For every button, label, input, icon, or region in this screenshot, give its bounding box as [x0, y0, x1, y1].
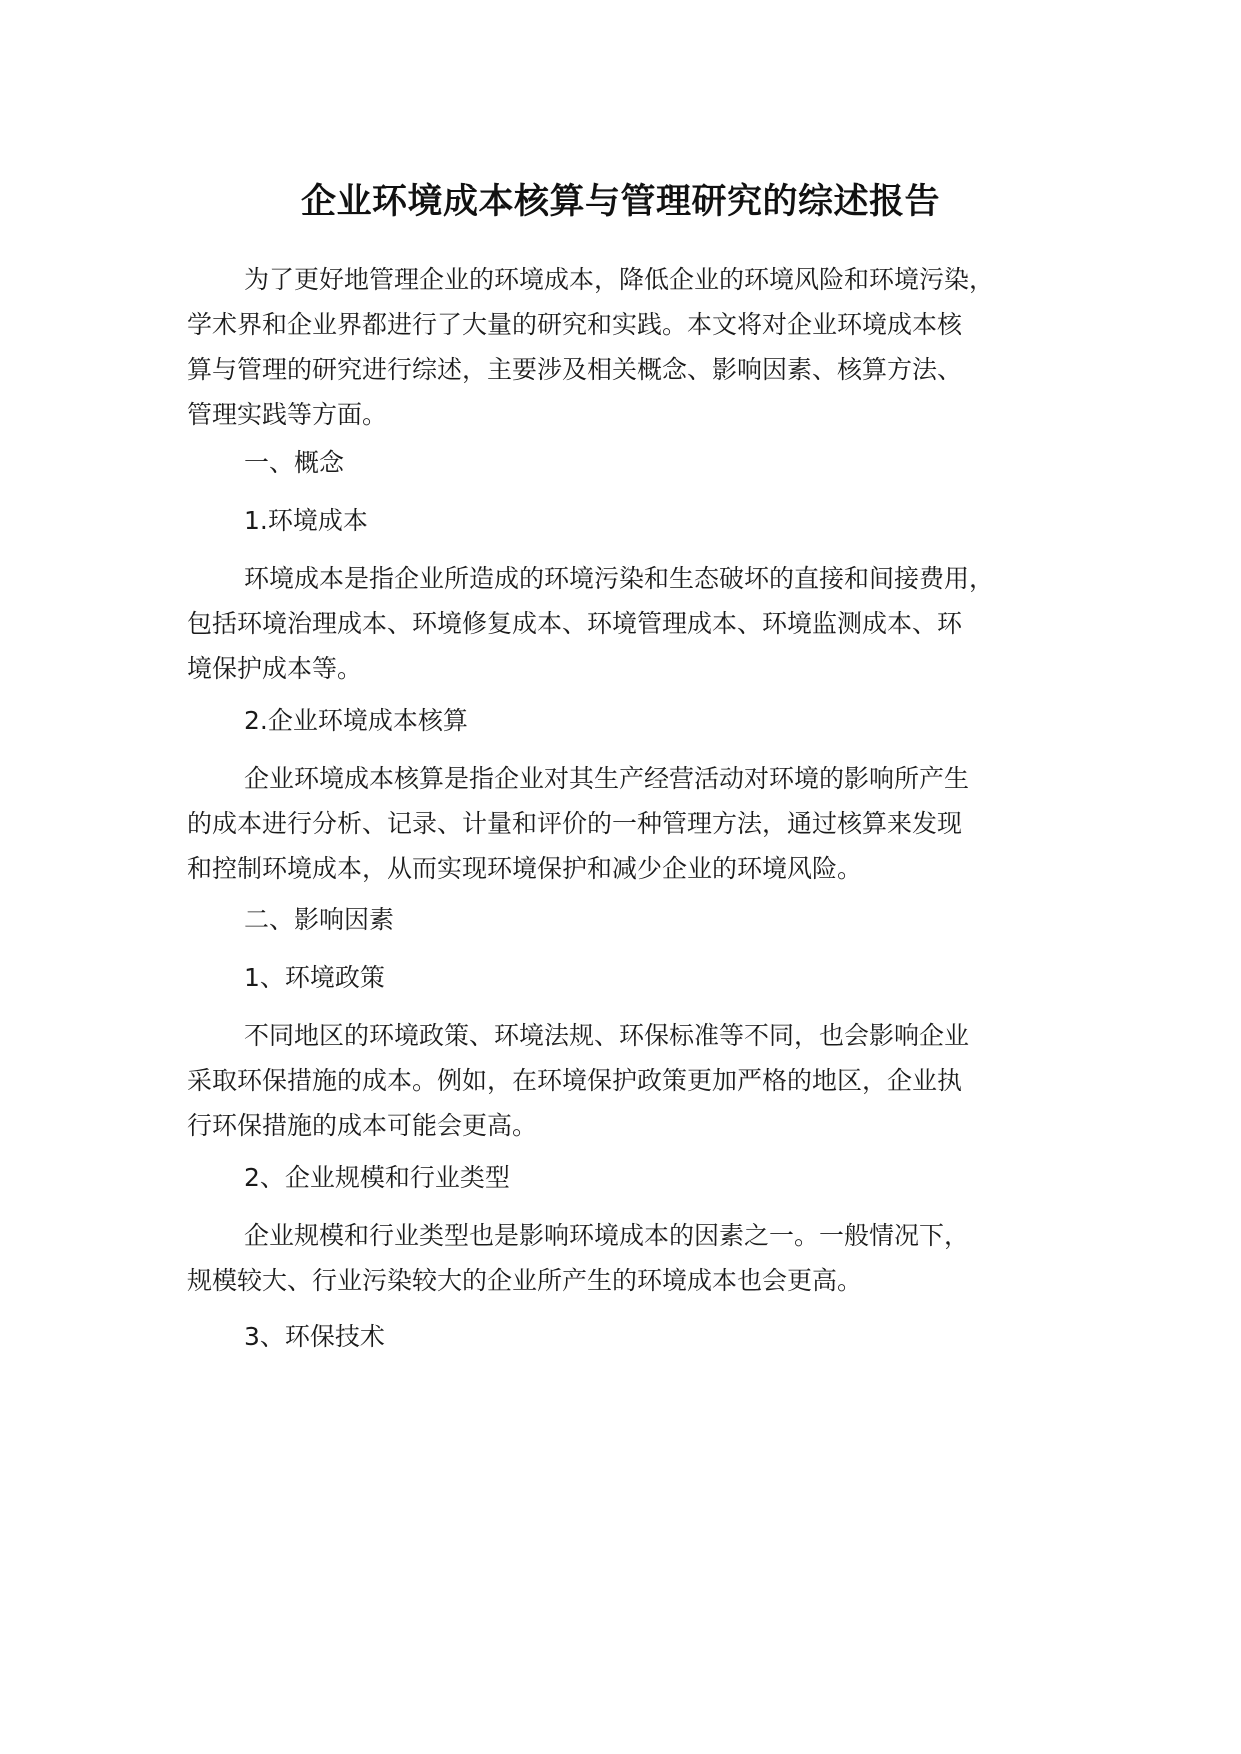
paragraph-line: 算与管理的研究进行综述，主要涉及相关概念、影响因素、核算方法、	[187, 355, 963, 384]
subsection-heading-cost-accounting: 2.企业环境成本核算	[244, 706, 468, 735]
intro-paragraph	[187, 257, 1087, 437]
paragraph-line: 的成本进行分析、记录、计量和评价的一种管理方法，通过核算来发现	[187, 809, 963, 838]
paragraph-line: 企业规模和行业类型也是影响环境成本的因素之一。一般情况下，	[244, 1221, 970, 1250]
subsection-heading-environmental-cost: 1.环境成本	[244, 506, 368, 535]
policy-paragraph	[187, 1013, 1087, 1148]
section-heading-concept: 一、概念	[244, 448, 345, 477]
document-title: 企业环境成本核算与管理研究的综述报告	[300, 182, 940, 222]
section-heading-factors: 二、影响因素	[244, 905, 395, 934]
scale-industry-paragraph	[187, 1213, 1087, 1303]
paragraph-line: 采取环保措施的成本。例如，在环境保护政策更加严格的地区，企业执	[187, 1066, 963, 1095]
paragraph-line: 企业环境成本核算是指企业对其生产经营活动对环境的影响所产生	[244, 764, 970, 793]
paragraph-line: 环境成本是指企业所造成的环境污染和生态破坏的直接和间接费用，	[244, 564, 995, 593]
paragraph-line: 规模较大、行业污染较大的企业所产生的环境成本也会更高。	[187, 1266, 863, 1295]
paragraph-line: 包括环境治理成本、环境修复成本、环境管理成本、环境监测成本、环	[187, 609, 963, 638]
paragraph-line: 行环保措施的成本可能会更高。	[187, 1111, 538, 1140]
environmental-cost-paragraph	[187, 556, 1087, 691]
paragraph-line: 不同地区的环境政策、环境法规、环保标准等不同，也会影响企业	[244, 1021, 970, 1050]
paragraph-line: 和控制环境成本，从而实现环境保护和减少企业的环境风险。	[187, 854, 863, 883]
paragraph-line: 为了更好地管理企业的环境成本，降低企业的环境风险和环境污染，	[244, 265, 995, 294]
paragraph-line: 管理实践等方面。	[187, 400, 388, 429]
subsection-heading-scale-industry: 2、企业规模和行业类型	[244, 1163, 510, 1192]
cost-accounting-paragraph	[187, 756, 1087, 891]
paragraph-line: 学术界和企业界都进行了大量的研究和实践。本文将对企业环境成本核	[187, 310, 963, 339]
subsection-heading-technology: 3、环保技术	[244, 1322, 385, 1351]
paragraph-line: 境保护成本等。	[187, 654, 363, 683]
subsection-heading-policy: 1、环境政策	[244, 963, 385, 992]
